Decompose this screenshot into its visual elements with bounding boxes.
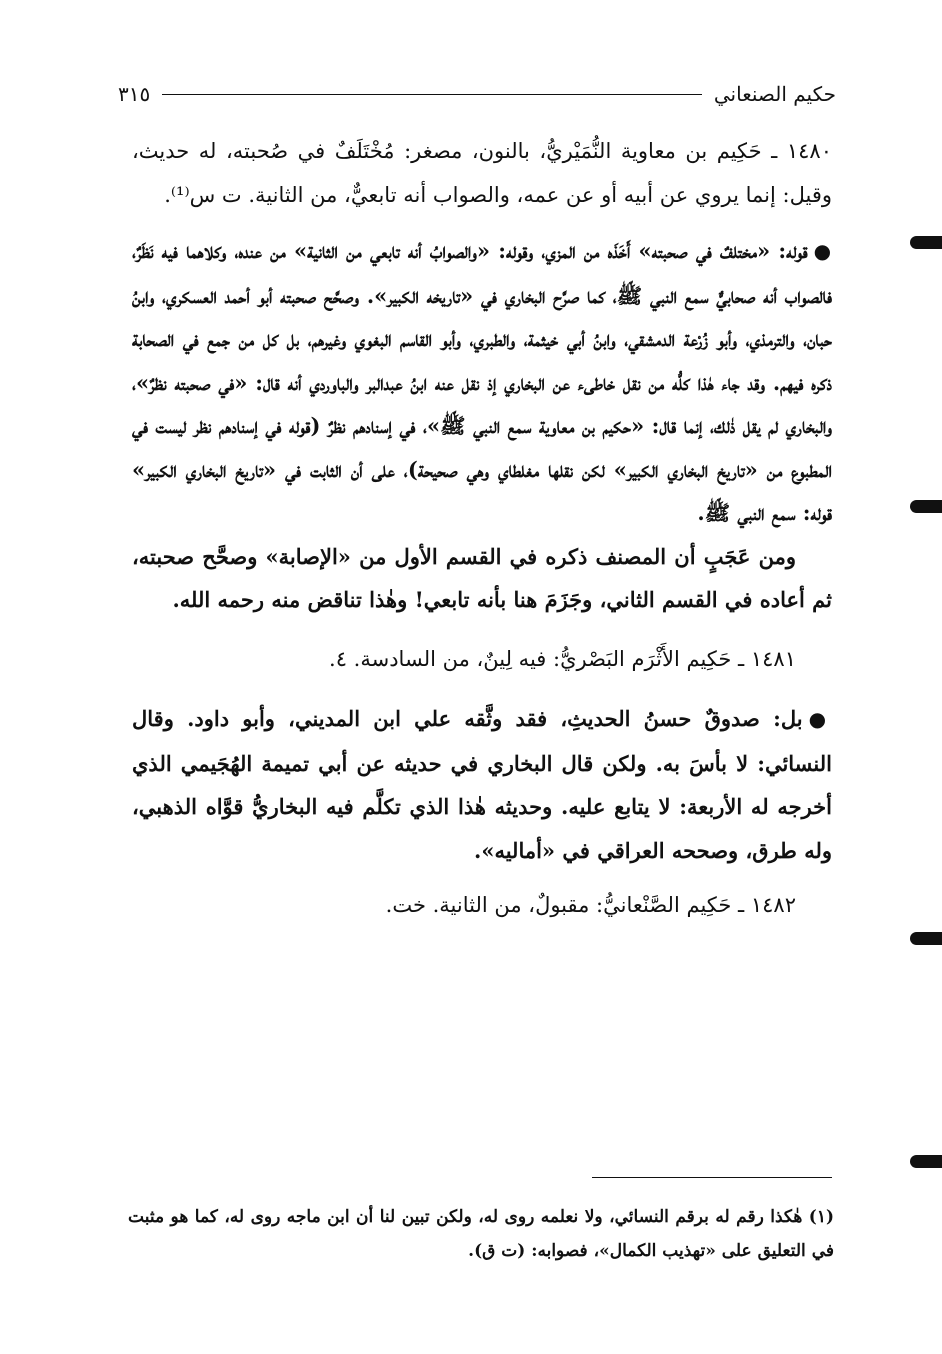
main-text <box>132 130 832 928</box>
running-header <box>118 80 836 108</box>
header-rule <box>162 94 702 95</box>
commentary-1480-continuation-text: ومن عَجَبٍ أن المصنف ذكره في القسم الأول من «الإصابة» وصحَّح صحبته، ثم أعاده في القسم الثاني، وجَزَمَ هنا بأنه تابعي! وهٰذا تناقض منه رحمه الله. <box>132 543 832 612</box>
commentary-1480 <box>132 229 832 535</box>
commentary-1481 <box>132 697 832 872</box>
thumb-index-tab-icon <box>910 932 942 945</box>
commentary-1480-text: قوله: «مختلفٌ في صحبته» أَخَذَه من المزي، وقوله: «والصوابُ أنه تابعي من الثانية» من عنده، وكلاهما فيه نَظَرٌ، فالصواب أنه صحابيٌّ سمع النبي ﷺ، كما صرَّح البخاري في «تاريخه الكبير». وصحَّح صحبته أبو أحمد العسكري، وابنُ حبان، والترمذي، وأبو زُرْعة الدمشقي، وابنُ أبي خيثمة، والطبري، وأبو القاسم البغوي وغيرهم، بل كل من جمع في الصحابة ذكره فيهم. وقد جاء هٰذا كلُّه من نقل خاطىء عن البخاري إذ نقل عنه ابنُ عبدالبر والباوردي أنه قال: «في صحبته نظرٌ»، والبخاري لم يقل ذٰلك، إنما قال: «حكيم بن معاوية سمع النبي ﷺ»، في إسنادهم نظرٌ (قوله في إسنادهم نظر ليست في المطبوع من «تاريخ البخاري الكبير» لكن نقلها مغلطاي وهي صحيحة)، على أن الثابت في «تاريخ البخاري الكبير» قوله: سمع النبي ﷺ. <box>132 238 832 525</box>
footnote-separator <box>592 1177 832 1178</box>
running-title: حكيم الصنعاني <box>713 82 836 106</box>
thumb-index-tab-icon <box>910 500 942 513</box>
entry-1481: ١٤٨١ ـ حَكِيم الأَثْرَم البَصْريُّ: فيه لِينٌ، من السادسة. ٤. <box>329 646 796 671</box>
page-number: ٣١٥ <box>118 82 151 106</box>
commentary-1480-continuation <box>132 535 832 622</box>
entry-1480: ١٤٨٠ ـ حَكِيم بن معاوية النُّمَيْريُّ، بالنون، مصغر: مُخْتَلَفٌ في صُحبته، له حديث، وقيل: إنما يروي عن أبيه أو عن عمه، والصواب أنه تابعيٌّ، من الثانية. ت س⁽¹⁾. <box>132 139 832 207</box>
thumb-index-tab-icon <box>910 236 942 249</box>
thumb-index-tab-icon <box>910 1155 942 1168</box>
entry-1482: ١٤٨٢ ـ حَكِيم الصَّنْعانيُّ: مقبولٌ، من الثانية. خت. <box>385 893 796 917</box>
footnote-1: (١) هٰكذا رقم له برقم النسائي، ولا نعلمه روى له، ولكن تبين لنا أن ابن ماجه روى له، كما هو مثبت في التعليق على «تهذيب الكمال»، فصوابه: (ت ق). <box>128 1207 834 1261</box>
commentary-1481-text: بل: صدوقٌ حسنُ الحديثِ، فقد وثَّقه علي ابن المديني، وأبو داود. وقال النسائي: لا بأسَ به. ولكن قال البخاري في حديثه عن أبي تميمة الهُجَيمي الذي أخرجه له الأربعة: لا يتابع عليه. وحديثه هٰذا الذي تكلَّم فيه البخاريُّ قوَّاه الذهبي، وله طرق، وصححه العراقي في «أماليه». <box>132 706 832 863</box>
bullet-icon: ● <box>813 239 832 263</box>
bullet-icon: ● <box>808 707 832 731</box>
footnotes <box>128 1200 834 1268</box>
